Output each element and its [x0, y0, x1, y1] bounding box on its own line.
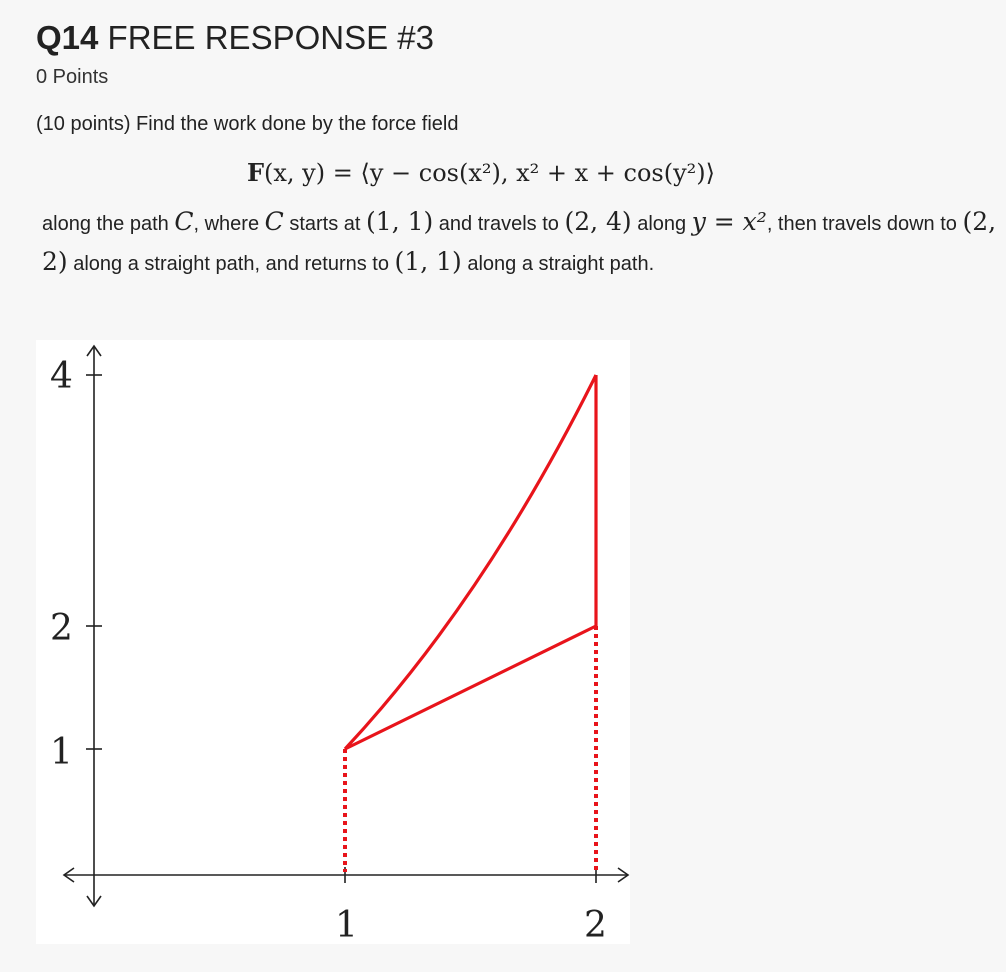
y-tick-label-1: 1: [50, 732, 73, 773]
math-point: (1, 1): [394, 247, 462, 276]
desc-text: , then travels down to: [766, 213, 963, 235]
question-points: 0 Points: [36, 66, 109, 88]
math-path-c: C: [264, 207, 284, 236]
formula-body: ⟨y − cos(x²), x² + x + cos(y²)⟩: [360, 159, 716, 187]
path-diagram: [36, 340, 630, 944]
force-field-formula: [36, 158, 926, 187]
question-number: Q14: [36, 19, 99, 56]
desc-text: along a straight path.: [461, 253, 655, 275]
x-tick-label-2: 2: [584, 905, 607, 944]
desc-text: and travels to: [433, 213, 565, 235]
path-figure: [36, 340, 630, 944]
y-tick-label-4: 4: [50, 356, 73, 397]
desc-text: along: [631, 213, 692, 235]
desc-text: starts at: [283, 213, 367, 235]
math-point: (2, 4): [564, 207, 632, 236]
path-return-segment: [345, 626, 596, 749]
question-title: [36, 18, 434, 58]
x-tick-label-1: 1: [335, 905, 358, 944]
formula-lhs: F: [246, 158, 265, 187]
question-title-text: FREE RESPONSE #3: [107, 19, 434, 56]
math-path-c: C: [174, 207, 194, 236]
question-header: [36, 18, 434, 89]
y-tick-label-2: 2: [50, 608, 73, 649]
math-point: (2, 2): [42, 207, 997, 276]
desc-text: , where: [193, 213, 265, 235]
desc-text: along the path: [42, 213, 175, 235]
math-curve: y = x²: [691, 207, 767, 236]
formula-args: (x, y) =: [264, 159, 361, 187]
desc-text: along a straight path, and returns to: [67, 253, 395, 275]
question-body: [36, 110, 1000, 283]
path-description: [36, 203, 1000, 283]
path-parabola: [345, 375, 596, 749]
math-point: (1, 1): [366, 207, 434, 236]
prompt-intro: (10 points) Find the work done by the force field: [36, 113, 459, 135]
